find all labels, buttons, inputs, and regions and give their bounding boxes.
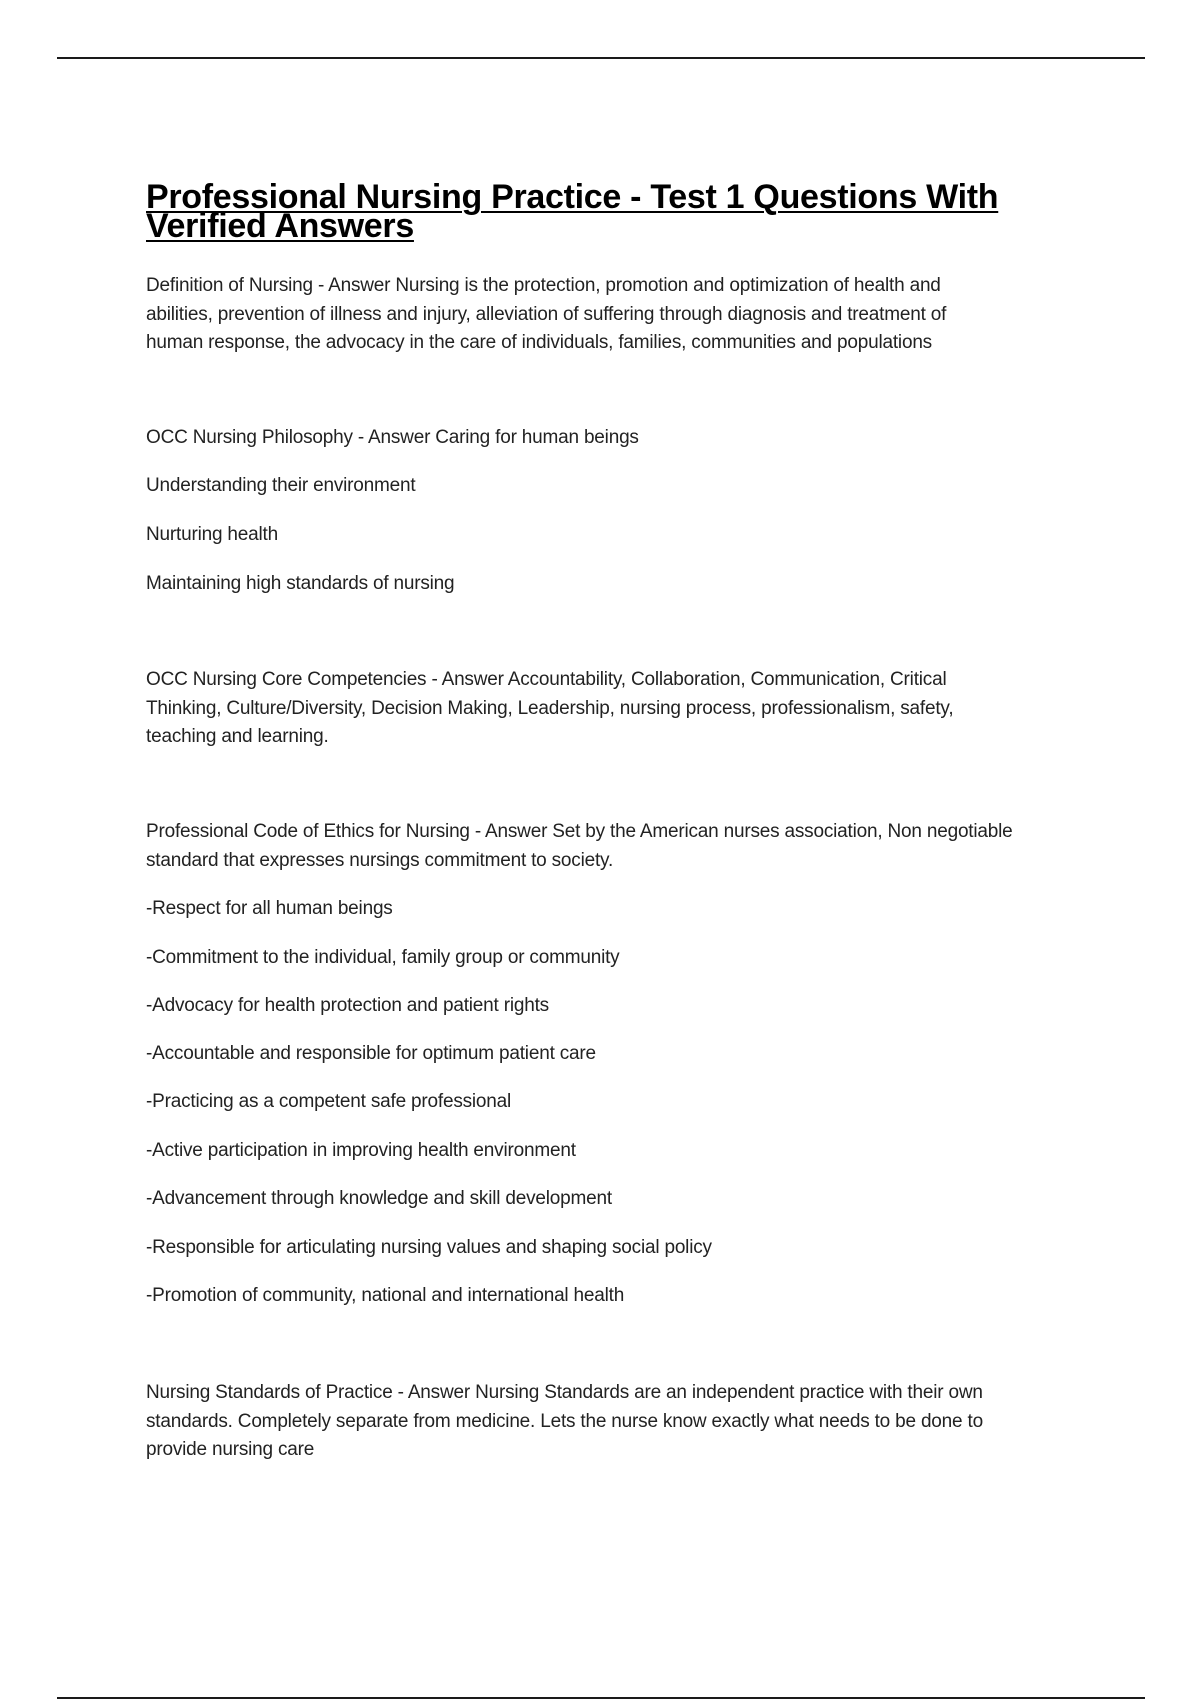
document-title: [146, 178, 1046, 245]
paragraph-line: Nursing Standards of Practice - Answer Nursing Standards are an independent practice with their own: [146, 1382, 983, 1403]
ethics-item: -Accountable and responsible for optimum patient care: [146, 1043, 596, 1064]
paragraph-line: Definition of Nursing - Answer Nursing is the protection, promotion and optimization of health and: [146, 275, 941, 296]
paragraph-line: provide nursing care: [146, 1439, 315, 1460]
title-line-1: Professional Nursing Practice - Test 1 Questions With: [146, 178, 999, 216]
paragraph-line: Professional Code of Ethics for Nursing - Answer Set by the American nurses association, Non negotiable: [146, 821, 1013, 842]
ethics-item: -Active participation in improving health environment: [146, 1140, 576, 1161]
ethics-item: -Advocacy for health protection and patient rights: [146, 995, 549, 1016]
footer-rule: [57, 1697, 1145, 1699]
title-line-2: Verified Answers: [146, 207, 414, 245]
definition-of-nursing-paragraph: [146, 272, 946, 358]
ethics-item: -Commitment to the individual, family group or community: [146, 947, 620, 968]
ethics-item: -Practicing as a competent safe professional: [146, 1091, 512, 1112]
paragraph-line: abilities, prevention of illness and injury, alleviation of suffering through diagnosis and treatment of: [146, 303, 947, 325]
paragraph-line: Thinking, Culture/Diversity, Decision Making, Leadership, nursing process, professionalism, safety,: [146, 697, 954, 719]
nursing-philosophy-heading: OCC Nursing Philosophy - Answer Caring for human beings: [146, 427, 639, 448]
paragraph-line: teaching and learning.: [146, 726, 329, 747]
paragraph-line: OCC Nursing Core Competencies - Answer Accountability, Collaboration, Communication, Critical: [146, 669, 947, 690]
core-competencies-paragraph: [146, 666, 953, 752]
ethics-item: -Respect for all human beings: [146, 898, 393, 919]
code-of-ethics-paragraph: [146, 818, 1013, 875]
philosophy-item: Maintaining high standards of nursing: [146, 573, 455, 594]
paragraph-line: standard that expresses nursings commitment to society.: [146, 849, 614, 871]
paragraph-line: standards. Completely separate from medicine. Lets the nurse know exactly what needs to be done to: [146, 1410, 983, 1432]
ethics-item: -Responsible for articulating nursing values and shaping social policy: [146, 1237, 712, 1258]
philosophy-item: Nurturing health: [146, 524, 278, 545]
header-rule: [57, 57, 1145, 59]
philosophy-item: Understanding their environment: [146, 475, 416, 496]
paragraph-line: human response, the advocacy in the care of individuals, families, communities and populations: [146, 332, 932, 353]
ethics-item: -Promotion of community, national and international health: [146, 1285, 625, 1306]
standards-of-practice-paragraph: [146, 1379, 983, 1465]
ethics-item: -Advancement through knowledge and skill development: [146, 1188, 612, 1209]
